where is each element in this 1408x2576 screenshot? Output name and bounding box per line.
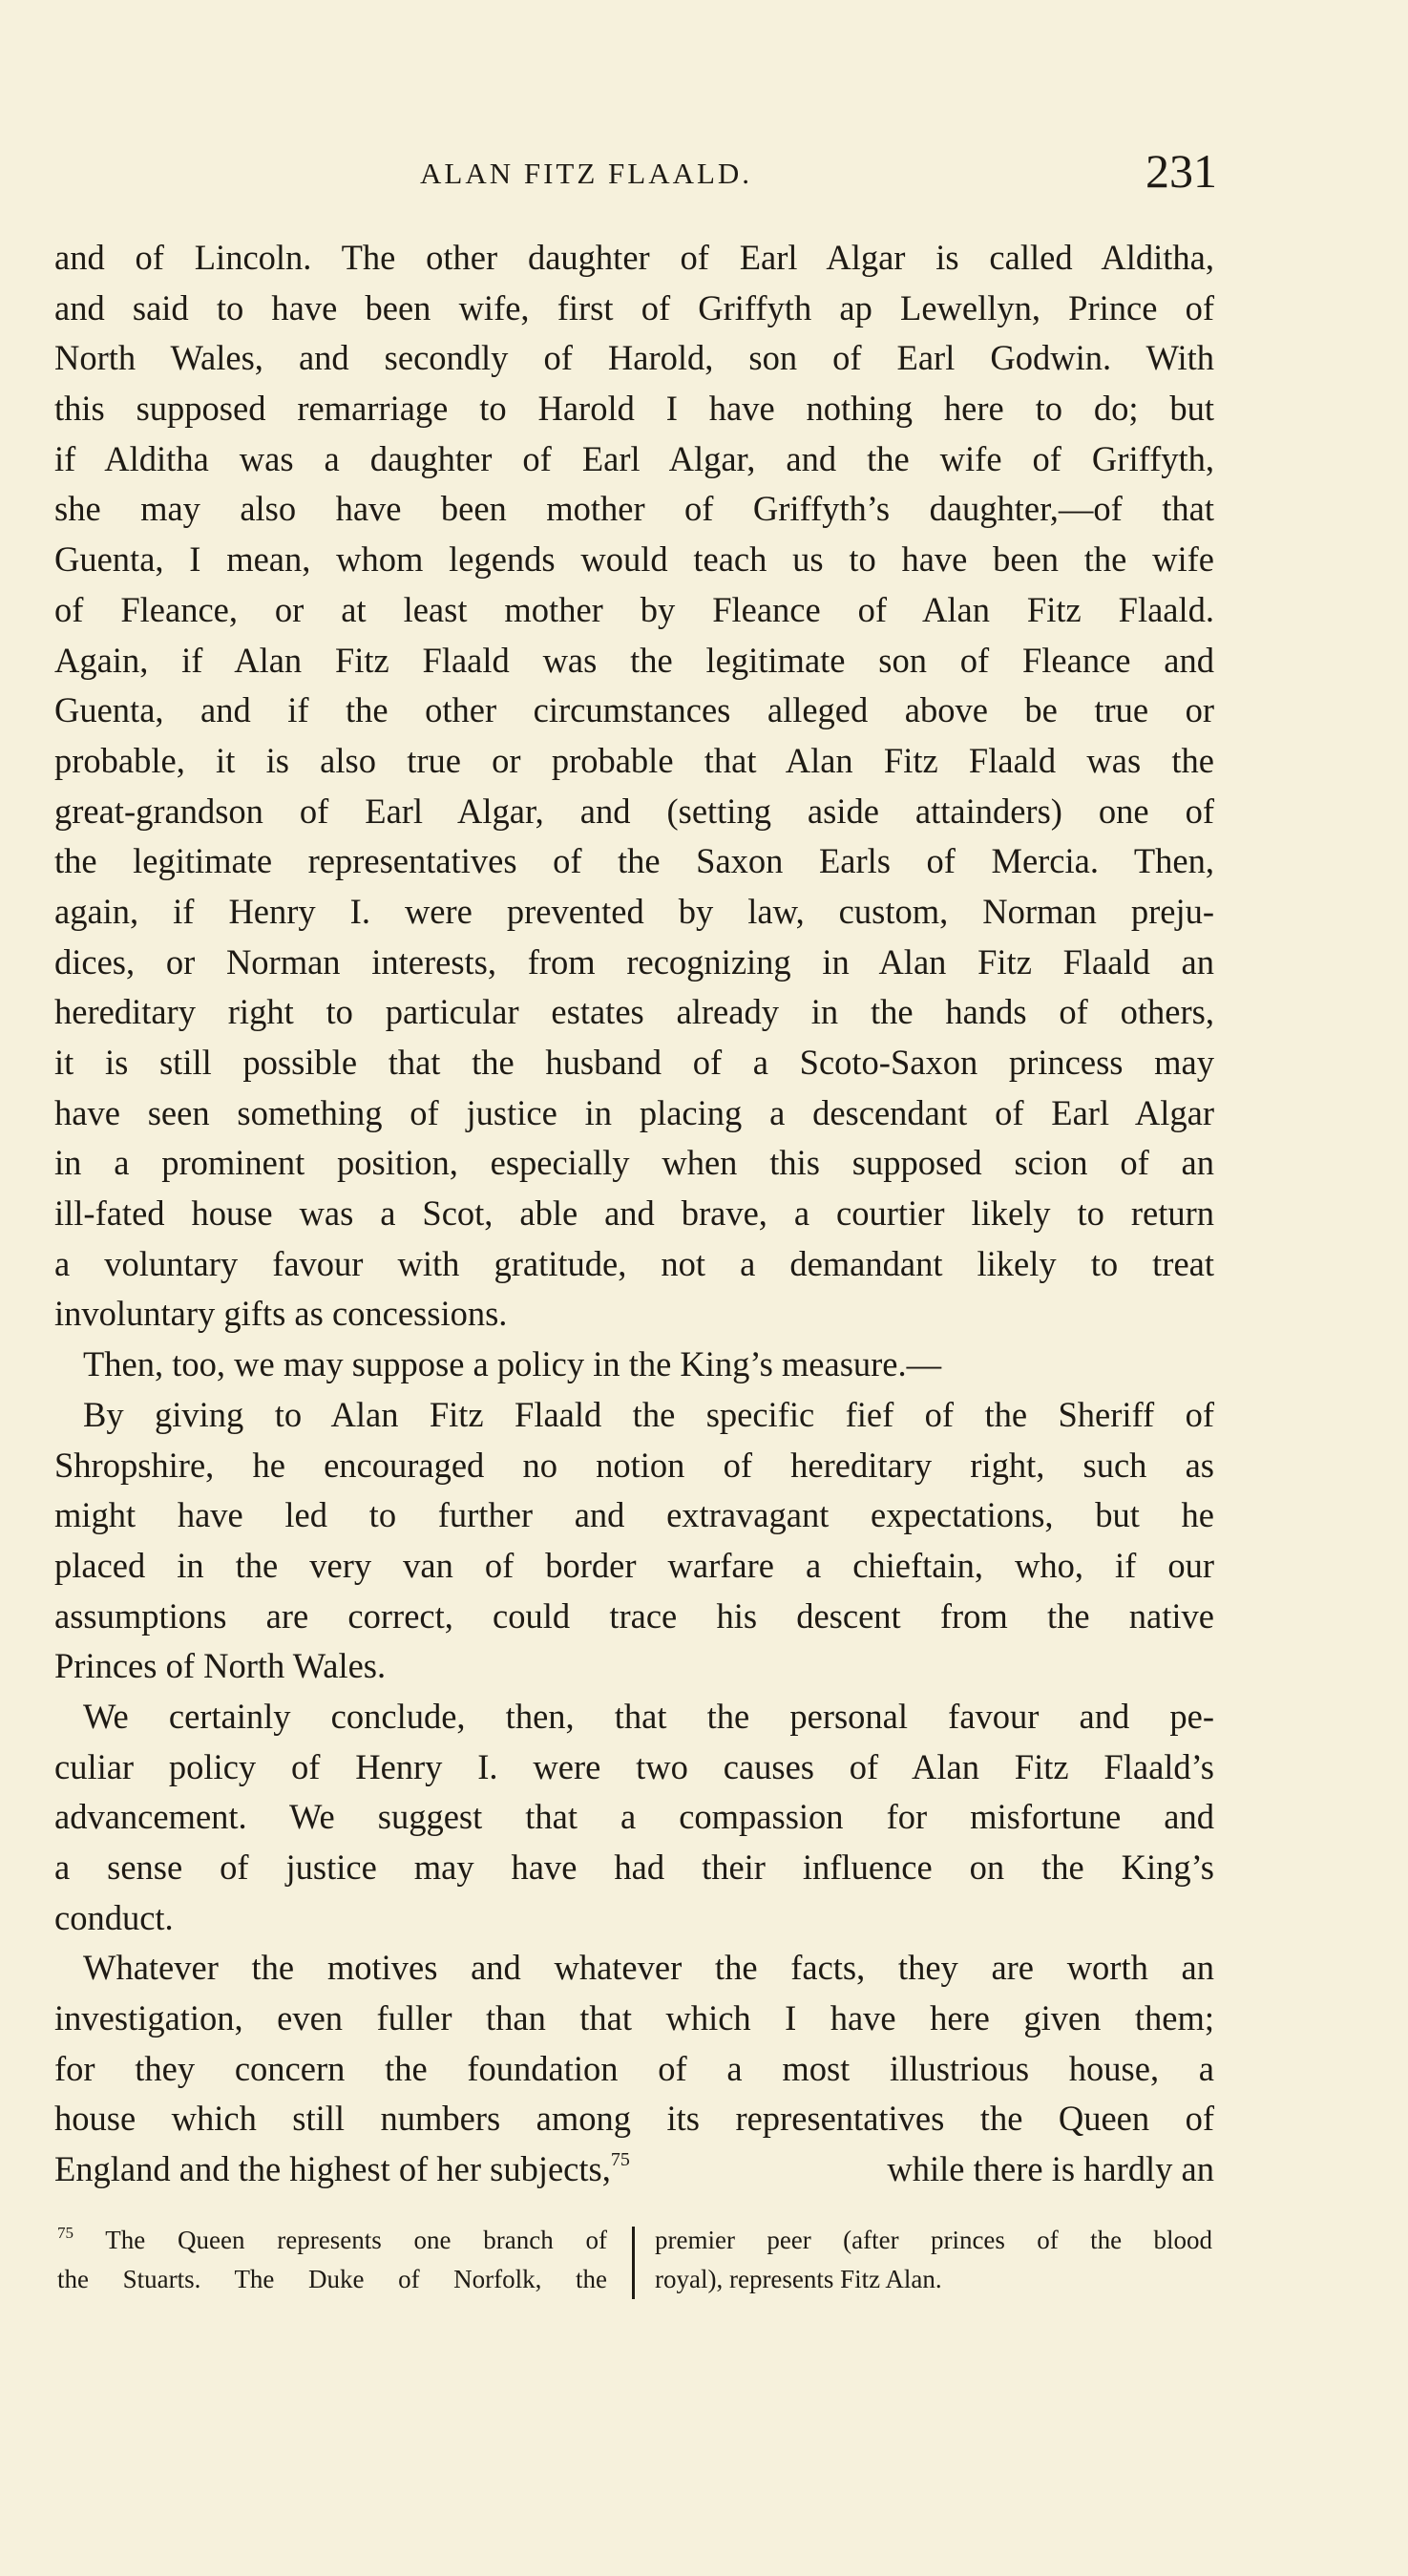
text-line: Guenta, and if the other circumstances alleged above be true or	[54, 690, 1214, 730]
text-segment: while there is hardly an	[887, 2149, 1214, 2189]
text-line: a voluntary favour with gratitude, not a demandant likely to treat	[54, 1243, 1214, 1283]
text-line: North Wales, and secondly of Harold, son of Earl Godwin. With	[54, 338, 1214, 378]
text-line: ill-fated house was a Scot, able and brave, a courtier likely to return	[54, 1193, 1214, 1234]
text-line: Whatever the motives and whatever the facts, they are worth an	[83, 1948, 1214, 1988]
text-line: this supposed remarriage to Harold I have nothing here to do; but	[54, 389, 1214, 429]
footnote-reference[interactable]: 75	[610, 2149, 630, 2171]
text-line: investigation, even fuller than that which I have here given them;	[54, 1998, 1214, 2038]
page-number: 231	[1145, 144, 1217, 198]
running-head	[57, 143, 1217, 201]
body-text	[54, 233, 1214, 2195]
text-line: for they concern the foundation of a most illustrious house, a	[54, 2048, 1214, 2088]
text-line: and said to have been wife, first of Griffyth ap Lewellyn, Prince of	[54, 287, 1214, 327]
text-line: again, if Henry I. were prevented by law, custom, Norman preju-	[54, 891, 1214, 931]
text-line: might have led to further and extravagant expectations, but he	[54, 1495, 1214, 1535]
text-line: the legitimate representatives of the Saxon Earls of Mercia. Then,	[54, 841, 1214, 881]
text-line: Princes of North Wales.	[54, 1646, 387, 1686]
text-line: Shropshire, he encouraged no notion of hereditary right, such as	[54, 1445, 1214, 1485]
text-line: of Fleance, or at least mother by Fleance of Alan Fitz Flaald.	[54, 589, 1214, 629]
text-line: Guenta, I mean, whom legends would teach us to have been the wife	[54, 539, 1214, 580]
footnote-line: royal), represents Fitz Alan.	[655, 2265, 942, 2293]
footnote-line: premier peer (after princes of the blood	[655, 2226, 1212, 2254]
text-line: hereditary right to particular estates already in the hands of others,	[54, 992, 1214, 1032]
text-line: great-grandson of Earl Algar, and (setting aside attainders) one of	[54, 791, 1214, 831]
text-line: if Alditha was a daughter of Earl Algar, and the wife of Griffyth,	[54, 438, 1214, 478]
text-line: Then, too, we may suppose a policy in the King’s measure.—	[83, 1344, 942, 1384]
text-line: probable, it is also true or probable that Alan Fitz Flaald was the	[54, 740, 1214, 780]
text-line: involuntary gifts as concessions.	[54, 1294, 508, 1334]
text-line: assumptions are correct, could trace his descent from the native	[54, 1595, 1214, 1636]
text-line: advancement. We suggest that a compassion for misfortune and	[54, 1797, 1214, 1837]
text-line: house which still numbers among its representatives the Queen of	[54, 2099, 1214, 2139]
text-line: a sense of justice may have had their influence on the King’s	[54, 1848, 1214, 1887]
running-title: ALAN FITZ FLAALD.	[420, 157, 753, 190]
text-line-with-footnote	[54, 2144, 1214, 2195]
text-line-start: England and the highest of her subjects,	[54, 2149, 611, 2189]
footnote-marker: 75	[57, 2224, 74, 2242]
text-line: culiar policy of Henry I. were two causes of Alan Fitz Flaald’s	[54, 1746, 1214, 1786]
text-line: We certainly conclude, then, that the personal favour and pe-	[83, 1696, 1214, 1736]
text-line: conduct.	[54, 1897, 174, 1937]
text-line: and of Lincoln. The other daughter of Earl Algar is called Alditha,	[54, 238, 1214, 277]
text-line: have seen something of justice in placing a descendant of Earl Algar	[54, 1092, 1214, 1132]
text-line: it is still possible that the husband of a Scoto-Saxon princess may	[54, 1043, 1214, 1082]
footnote-column-left	[57, 2221, 607, 2299]
footnote-column-right	[655, 2221, 1212, 2299]
footnote-line	[57, 2221, 607, 2260]
text-line: By giving to Alan Fitz Flaald the specific fief of the Sheriff of	[83, 1394, 1214, 1434]
footnote-line: the Stuarts. The Duke of Norfolk, the	[57, 2265, 607, 2293]
text-line: placed in the very van of border warfare a chieftain, who, if our	[54, 1545, 1214, 1585]
text-segment	[54, 2144, 630, 2195]
text-line: in a prominent position, especially when this supposed scion of an	[54, 1143, 1214, 1183]
text-line: dices, or Norman interests, from recognizing in Alan Fitz Flaald an	[54, 941, 1214, 982]
footnote-column-divider	[632, 2227, 635, 2299]
footnote-text: The Queen represents one branch of	[74, 2226, 607, 2254]
text-line: Again, if Alan Fitz Flaald was the legitimate son of Fleance and	[54, 640, 1214, 680]
text-line: she may also have been mother of Griffyth’s daughter,—of that	[54, 489, 1214, 529]
